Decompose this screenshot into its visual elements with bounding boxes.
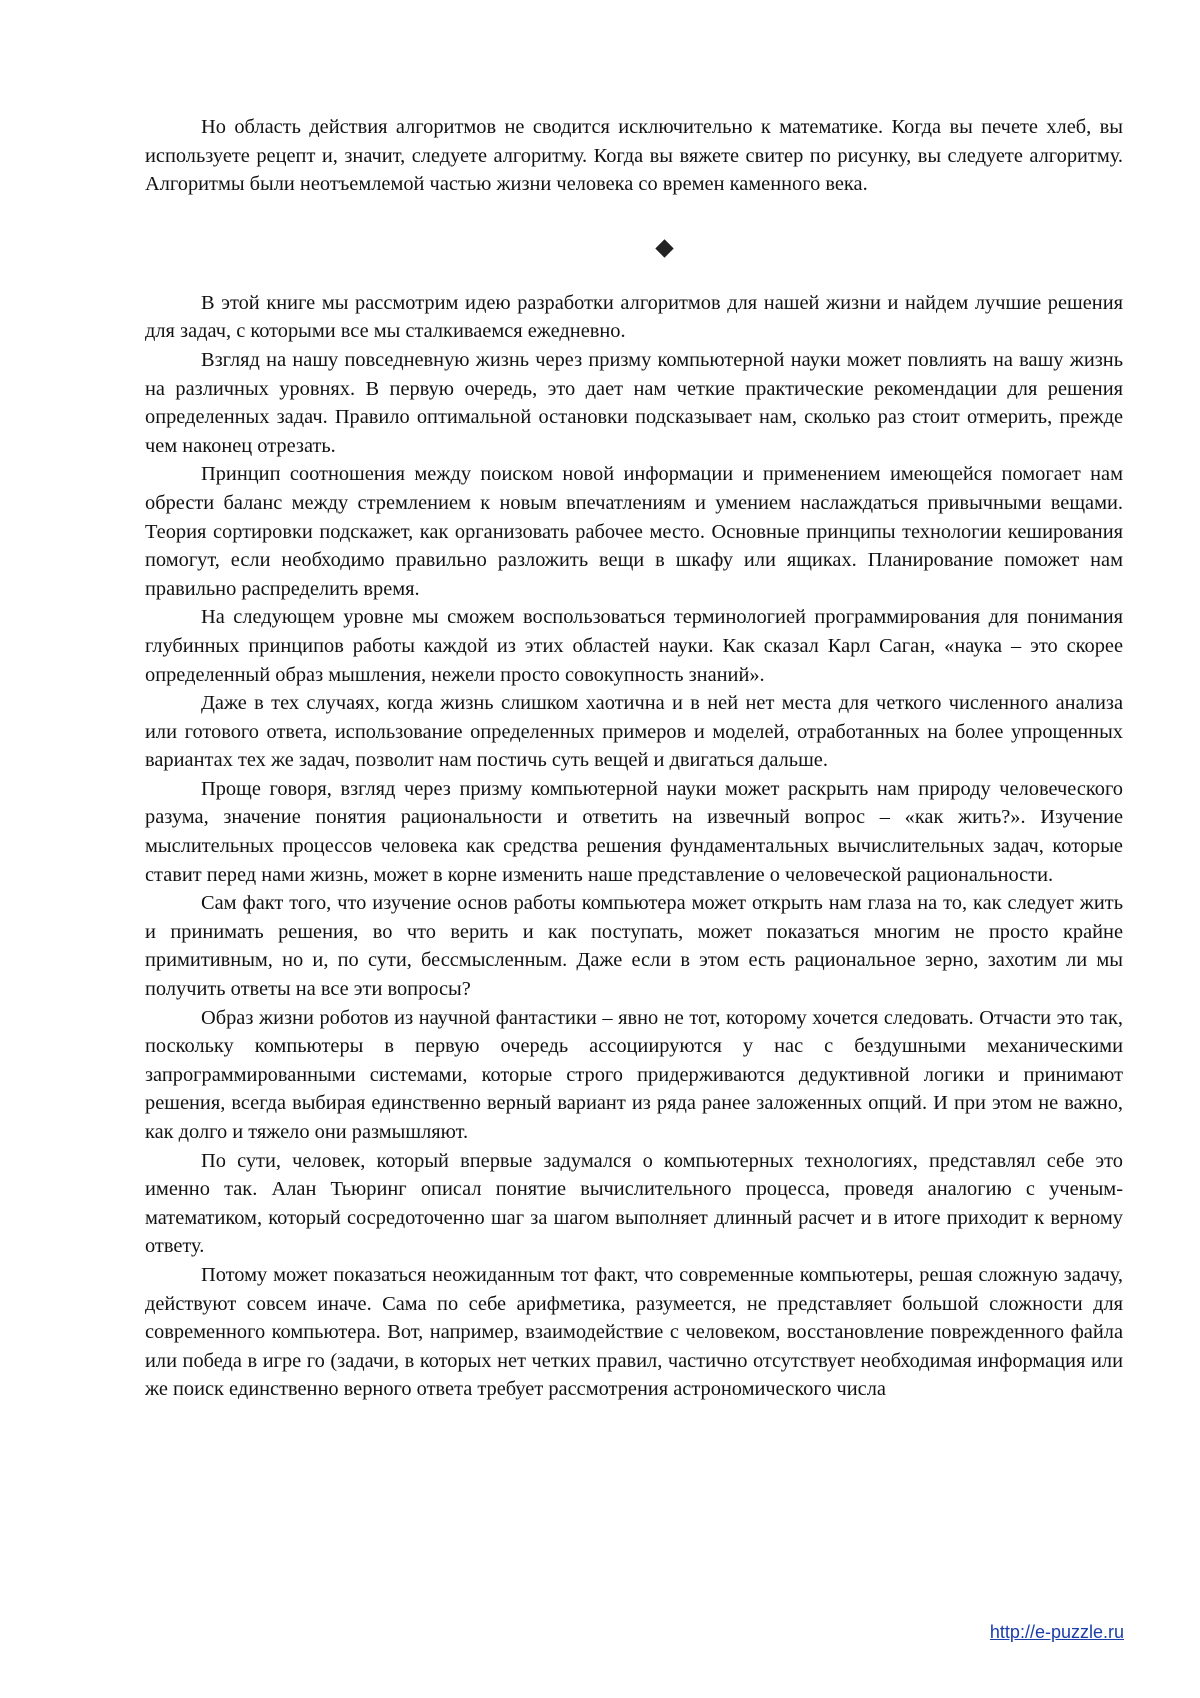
paragraph: На следующем уровне мы сможем воспользоваться терминологией программирования для понимания глубинных принципов работы каждой из этих областей науки. Как сказал Карл Саган, «наука – это скорее определенный образ мышления, нежели просто совокупность знаний». <box>145 606 1123 686</box>
paragraph: В этой книге мы рассмотрим идею разработки алгоритмов для нашей жизни и найдем лучшие решения для задач, с которыми все мы сталкиваемся ежедневно. <box>145 291 1123 343</box>
paragraph: Образ жизни роботов из научной фантастики – явно не тот, которому хочется следовать. Отчасти это так, поскольку компьютеры в первую очередь ассоциируются у нас с бездушными механическими запрограммированными системами, которые строго придерживаются дедуктивной логики и принимают решения, всегда выбирая единственно верный вариант из ряда ранее заложенных опций. И при этом не важно, как долго и тяжело они размышляют. <box>145 1006 1123 1143</box>
paragraph: Взгляд на нашу повседневную жизнь через призму компьютерной науки может повлиять на вашу жизнь на различных уровнях. В первую очередь, это дает нам четкие практические рекомендации для решения определенных задач. Правило оптимальной остановки подсказывает нам, сколько раз стоит отмерить, прежде чем наконец отрезать. <box>145 348 1123 457</box>
section-separator <box>145 199 1123 289</box>
paragraph: Проще говоря, взгляд через призму компьютерной науки может раскрыть нам природу человеческого разума, значение понятия рациональности и ответить на извечный вопрос – «как жить?». Изучение мыслительных процессов человека как средства решения фундаментальных вычислительных задач, которые ставит перед нами жизнь, может в корне изменить наше представление о человеческой рациональности. <box>145 777 1123 886</box>
diamond-icon <box>655 239 673 257</box>
intro-paragraph: Но область действия алгоритмов не сводится исключительно к математике. Когда вы печете хлеб, вы используете рецепт и, значит, следуете алгоритму. Когда вы вяжете свитер по рисунку, вы следуете алгоритму. Алгоритмы были неотъемлемой частью жизни человека со времен каменного века. <box>145 116 1123 196</box>
paragraph: По сути, человек, который впервые задумался о компьютерных технологиях, представлял себе это именно так. Алан Тьюринг описал понятие вычислительного процесса, проведя аналогию с ученым-математиком, который сосредоточенно шаг за шагом выполняет длинный расчет и в итоге приходит к верному ответу. <box>145 1149 1123 1258</box>
paragraph: Потому может показаться неожиданным тот факт, что современные компьютеры, решая сложную задачу, действуют совсем иначе. Сама по себе арифметика, разумеется, не представляет большой сложности для современного компьютера. Вот, например, взаимодействие с человеком, восстановление поврежденного файла или победа в игре го (задачи, в которых нет четких правил, частично отсутствует необходимая информация или же поиск единственно верного ответа требует рассмотрения астрономического числа <box>145 1263 1123 1401</box>
page-body <box>145 113 1123 1404</box>
footer-link[interactable]: http://e-puzzle.ru <box>989 1622 1124 1642</box>
paragraph: Принцип соотношения между поиском новой информации и применением имеющейся помогает нам обрести баланс между стремлением к новым впечатлениям и умением наслаждаться привычными вещами. Теория сортировки подскажет, как организовать рабочее место. Основные принципы технологии кеширования помогут, если необходимо правильно разложить вещи в шкафу или ящиках. Планирование поможет нам правильно распределить время. <box>145 463 1123 600</box>
paragraph: Сам факт того, что изучение основ работы компьютера может открыть нам глаза на то, как следует жить и принимать решения, во что верить и как поступать, может показаться многим не просто крайне примитивным, но и, по сути, бессмысленным. Даже если в этом есть рациональное зерно, захотим ли мы получить ответы на все эти вопросы? <box>145 892 1123 1001</box>
paragraph: Даже в тех случаях, когда жизнь слишком хаотична и в ней нет места для четкого численного анализа или готового ответа, использование определенных примеров и моделей, отработанных на более упрощенных вариантах тех же задач, позволит нам постичь суть вещей и двигаться дальше. <box>145 692 1123 772</box>
